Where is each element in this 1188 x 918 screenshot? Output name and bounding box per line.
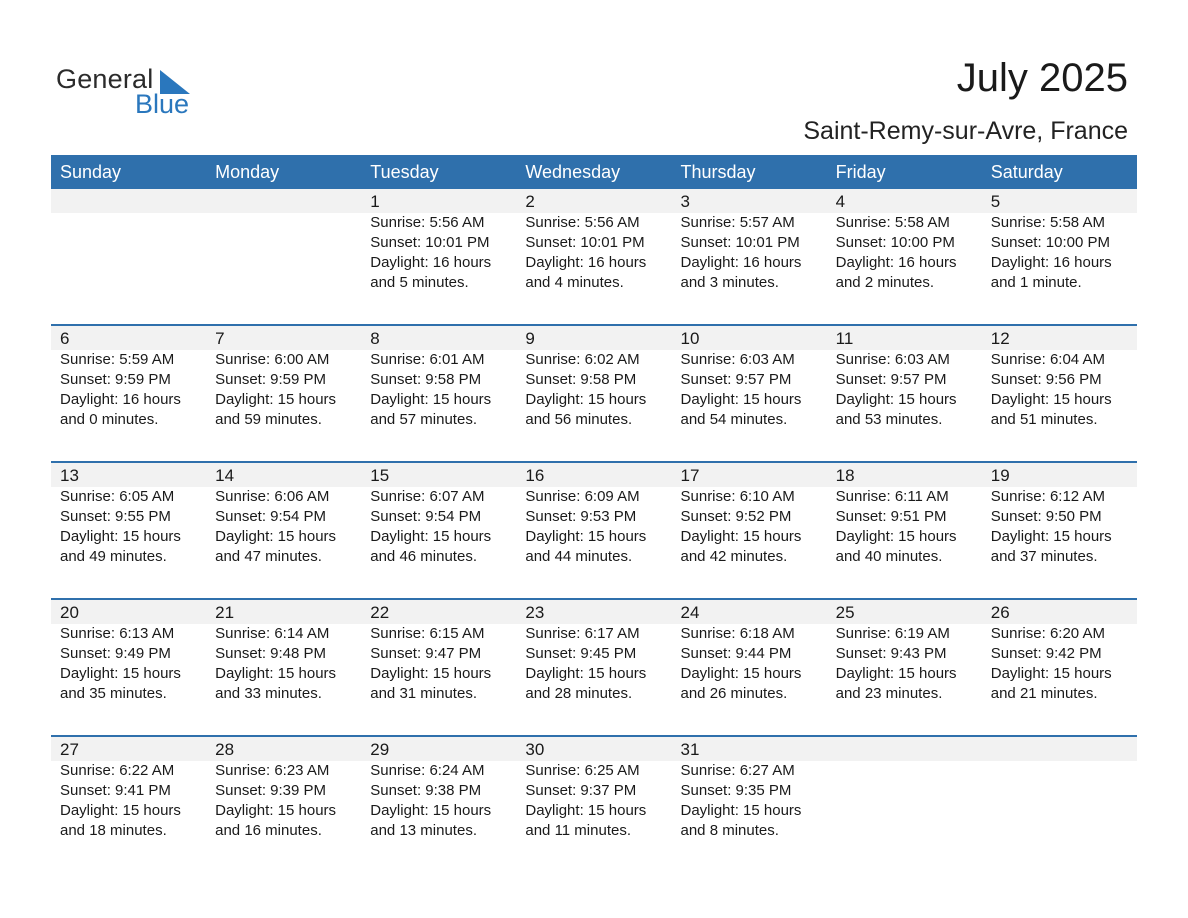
daylight-hours: Daylight: 15 hours bbox=[525, 528, 647, 545]
sunrise-time: Sunrise: 6:20 AM bbox=[990, 625, 1105, 642]
week-cells bbox=[51, 326, 1137, 430]
sunrise-time: Sunrise: 6:00 AM bbox=[215, 351, 330, 368]
daylight-hours: Daylight: 15 hours bbox=[680, 802, 802, 819]
sunrise-time: Sunrise: 5:57 AM bbox=[680, 214, 795, 231]
daylight-minutes: and 21 minutes. bbox=[990, 685, 1098, 702]
sunrise-time: Sunrise: 6:03 AM bbox=[680, 351, 795, 368]
daylight-hours: Daylight: 15 hours bbox=[370, 391, 492, 408]
empty-day-cell bbox=[51, 189, 206, 293]
sunrise-time: Sunrise: 6:03 AM bbox=[835, 351, 950, 368]
day-cell bbox=[206, 600, 361, 704]
sunrise-time: Sunrise: 6:22 AM bbox=[60, 762, 175, 779]
week-cells bbox=[51, 737, 1137, 841]
calendar-week bbox=[51, 461, 1137, 598]
day-number: 23 bbox=[525, 603, 545, 622]
daylight-minutes: and 0 minutes. bbox=[60, 411, 159, 428]
day-cell bbox=[982, 600, 1137, 704]
location-subtitle: Saint-Remy-sur-Avre, France bbox=[803, 117, 1128, 145]
sunset-time: Sunset: 10:00 PM bbox=[835, 234, 955, 251]
weekday-sunday: Sunday bbox=[60, 162, 122, 182]
sunset-time: Sunset: 9:44 PM bbox=[680, 645, 792, 662]
day-cell bbox=[516, 600, 671, 704]
weekday-tuesday: Tuesday bbox=[370, 162, 439, 182]
sunrise-time: Sunrise: 6:17 AM bbox=[525, 625, 640, 642]
sunset-time: Sunset: 9:53 PM bbox=[525, 508, 637, 525]
day-cell bbox=[516, 326, 671, 430]
day-number: 21 bbox=[215, 603, 235, 622]
sunrise-time: Sunrise: 6:06 AM bbox=[215, 488, 330, 505]
sunrise-time: Sunrise: 6:01 AM bbox=[370, 351, 485, 368]
daylight-hours: Daylight: 15 hours bbox=[60, 528, 181, 545]
daylight-minutes: and 1 minute. bbox=[990, 274, 1082, 291]
daylight-hours: Daylight: 15 hours bbox=[990, 528, 1112, 545]
sunset-time: Sunset: 9:43 PM bbox=[835, 645, 947, 662]
sunrise-time: Sunrise: 6:07 AM bbox=[370, 488, 485, 505]
calendar-weeks bbox=[51, 189, 1137, 872]
daylight-minutes: and 8 minutes. bbox=[680, 822, 779, 839]
weekday-thursday: Thursday bbox=[680, 162, 756, 182]
sunset-time: Sunset: 9:54 PM bbox=[215, 508, 327, 525]
sunrise-time: Sunrise: 6:15 AM bbox=[370, 625, 485, 642]
day-number: 14 bbox=[215, 466, 235, 485]
logo bbox=[56, 64, 196, 120]
sunset-time: Sunset: 9:45 PM bbox=[525, 645, 637, 662]
day-cell bbox=[206, 463, 361, 567]
day-number: 15 bbox=[370, 466, 390, 485]
day-number: 6 bbox=[60, 329, 70, 348]
daylight-hours: Daylight: 15 hours bbox=[215, 391, 337, 408]
daylight-hours: Daylight: 15 hours bbox=[370, 802, 492, 819]
sunset-time: Sunset: 10:01 PM bbox=[370, 234, 490, 251]
empty-day-cell bbox=[827, 737, 982, 841]
daylight-hours: Daylight: 15 hours bbox=[680, 665, 802, 682]
daylight-hours: Daylight: 15 hours bbox=[215, 665, 337, 682]
daylight-minutes: and 42 minutes. bbox=[680, 548, 788, 565]
sunrise-time: Sunrise: 6:09 AM bbox=[525, 488, 640, 505]
daylight-hours: Daylight: 15 hours bbox=[525, 391, 647, 408]
daylight-minutes: and 28 minutes. bbox=[525, 685, 633, 702]
daylight-hours: Daylight: 15 hours bbox=[370, 528, 492, 545]
daylight-hours: Daylight: 15 hours bbox=[680, 528, 802, 545]
day-cell bbox=[516, 737, 671, 841]
sunrise-time: Sunrise: 6:02 AM bbox=[525, 351, 640, 368]
empty-day-cell bbox=[982, 737, 1137, 841]
sunset-time: Sunset: 9:58 PM bbox=[525, 371, 637, 388]
sunset-time: Sunset: 10:00 PM bbox=[990, 234, 1110, 251]
day-cell bbox=[516, 189, 671, 293]
day-cell bbox=[361, 463, 516, 567]
day-number: 1 bbox=[370, 192, 380, 211]
sunset-time: Sunset: 9:49 PM bbox=[60, 645, 171, 662]
daylight-minutes: and 54 minutes. bbox=[680, 411, 788, 428]
sunset-time: Sunset: 10:01 PM bbox=[680, 234, 800, 251]
day-number: 13 bbox=[60, 466, 79, 485]
day-number: 27 bbox=[60, 740, 79, 759]
day-cell bbox=[361, 326, 516, 430]
day-cell bbox=[827, 326, 982, 430]
day-cell bbox=[982, 463, 1137, 567]
sunset-time: Sunset: 9:42 PM bbox=[990, 645, 1102, 662]
calendar-week bbox=[51, 598, 1137, 735]
day-cell bbox=[206, 737, 361, 841]
sunrise-time: Sunrise: 6:11 AM bbox=[835, 488, 949, 505]
sunset-time: Sunset: 10:01 PM bbox=[525, 234, 645, 251]
day-cell bbox=[982, 189, 1137, 293]
daylight-minutes: and 37 minutes. bbox=[990, 548, 1098, 565]
sunset-time: Sunset: 9:52 PM bbox=[680, 508, 792, 525]
sunrise-time: Sunrise: 6:27 AM bbox=[680, 762, 795, 779]
daylight-minutes: and 35 minutes. bbox=[60, 685, 167, 702]
sunset-time: Sunset: 9:35 PM bbox=[680, 782, 792, 799]
day-cell bbox=[51, 600, 206, 704]
sunset-time: Sunset: 9:50 PM bbox=[990, 508, 1102, 525]
daylight-minutes: and 56 minutes. bbox=[525, 411, 633, 428]
day-number: 11 bbox=[835, 329, 854, 348]
sunset-time: Sunset: 9:39 PM bbox=[215, 782, 327, 799]
day-cell bbox=[206, 326, 361, 430]
day-cell bbox=[982, 326, 1137, 430]
daylight-minutes: and 51 minutes. bbox=[990, 411, 1098, 428]
daylight-hours: Daylight: 16 hours bbox=[525, 254, 647, 271]
weekday-friday: Friday bbox=[835, 162, 886, 182]
sunrise-time: Sunrise: 6:24 AM bbox=[370, 762, 485, 779]
logo-general-text: General bbox=[56, 64, 154, 94]
day-cell bbox=[51, 463, 206, 567]
week-cells bbox=[51, 463, 1137, 567]
sunrise-time: Sunrise: 5:58 AM bbox=[990, 214, 1105, 231]
day-number: 20 bbox=[60, 603, 79, 622]
sunrise-time: Sunrise: 6:23 AM bbox=[215, 762, 330, 779]
day-cell bbox=[516, 463, 671, 567]
day-number: 7 bbox=[215, 329, 225, 348]
weekday-saturday: Saturday bbox=[990, 162, 1063, 182]
day-number: 19 bbox=[990, 466, 1010, 485]
daylight-hours: Daylight: 16 hours bbox=[370, 254, 492, 271]
daylight-minutes: and 57 minutes. bbox=[370, 411, 477, 428]
week-cells bbox=[51, 600, 1137, 704]
day-number: 24 bbox=[680, 603, 700, 622]
day-number: 30 bbox=[525, 740, 545, 759]
day-number: 18 bbox=[835, 466, 855, 485]
week-cells bbox=[51, 189, 1137, 293]
sunrise-time: Sunrise: 5:59 AM bbox=[60, 351, 175, 368]
sunrise-time: Sunrise: 6:04 AM bbox=[990, 351, 1105, 368]
sunrise-time: Sunrise: 6:19 AM bbox=[835, 625, 950, 642]
day-number: 2 bbox=[525, 192, 535, 211]
sunrise-time: Sunrise: 6:05 AM bbox=[60, 488, 175, 505]
day-number: 4 bbox=[835, 192, 846, 211]
empty-day-cell bbox=[206, 189, 361, 293]
sunset-time: Sunset: 9:57 PM bbox=[680, 371, 792, 388]
sunset-time: Sunset: 9:47 PM bbox=[370, 645, 482, 662]
calendar-week bbox=[51, 189, 1137, 324]
daylight-hours: Daylight: 15 hours bbox=[525, 665, 647, 682]
sunset-time: Sunset: 9:48 PM bbox=[215, 645, 327, 662]
sunset-time: Sunset: 9:51 PM bbox=[835, 508, 947, 525]
daylight-minutes: and 49 minutes. bbox=[60, 548, 167, 565]
weekday-monday: Monday bbox=[215, 162, 280, 182]
day-number: 22 bbox=[370, 603, 390, 622]
day-number: 29 bbox=[370, 740, 390, 759]
daylight-hours: Daylight: 15 hours bbox=[60, 665, 181, 682]
day-number: 9 bbox=[525, 329, 535, 348]
day-cell bbox=[672, 326, 827, 430]
sunrise-time: Sunrise: 5:56 AM bbox=[525, 214, 640, 231]
day-number: 3 bbox=[680, 192, 690, 211]
daylight-hours: Daylight: 15 hours bbox=[215, 802, 337, 819]
sunrise-time: Sunrise: 5:58 AM bbox=[835, 214, 950, 231]
daylight-hours: Daylight: 15 hours bbox=[60, 802, 181, 819]
daylight-hours: Daylight: 15 hours bbox=[835, 391, 957, 408]
daylight-hours: Daylight: 16 hours bbox=[990, 254, 1112, 271]
sunset-time: Sunset: 9:41 PM bbox=[60, 782, 171, 799]
day-cell bbox=[672, 463, 827, 567]
day-cell bbox=[827, 600, 982, 704]
daylight-minutes: and 4 minutes. bbox=[525, 274, 624, 291]
day-cell bbox=[51, 326, 206, 430]
day-cell bbox=[361, 189, 516, 293]
sunrise-time: Sunrise: 6:25 AM bbox=[525, 762, 640, 779]
daylight-hours: Daylight: 15 hours bbox=[990, 665, 1112, 682]
weekday-wednesday: Wednesday bbox=[525, 162, 621, 182]
calendar-week bbox=[51, 735, 1137, 872]
sunset-time: Sunset: 9:58 PM bbox=[370, 371, 482, 388]
day-number: 12 bbox=[990, 329, 1010, 348]
day-number: 17 bbox=[680, 466, 700, 485]
day-cell bbox=[672, 600, 827, 704]
day-number: 5 bbox=[990, 192, 1001, 211]
sunrise-time: Sunrise: 5:56 AM bbox=[370, 214, 485, 231]
sunrise-time: Sunrise: 6:14 AM bbox=[215, 625, 330, 642]
daylight-hours: Daylight: 16 hours bbox=[835, 254, 957, 271]
daylight-hours: Daylight: 15 hours bbox=[370, 665, 492, 682]
day-cell bbox=[827, 463, 982, 567]
daylight-hours: Daylight: 16 hours bbox=[60, 391, 181, 408]
sunrise-time: Sunrise: 6:10 AM bbox=[680, 488, 795, 505]
daylight-minutes: and 44 minutes. bbox=[525, 548, 633, 565]
daylight-hours: Daylight: 15 hours bbox=[525, 802, 647, 819]
page-title: July 2025 bbox=[956, 56, 1128, 100]
sunrise-time: Sunrise: 6:12 AM bbox=[990, 488, 1105, 505]
day-number: 28 bbox=[215, 740, 235, 759]
day-cell bbox=[672, 189, 827, 293]
day-cell bbox=[361, 737, 516, 841]
daylight-hours: Daylight: 15 hours bbox=[835, 528, 957, 545]
daylight-minutes: and 11 minutes. bbox=[525, 822, 631, 839]
daylight-minutes: and 53 minutes. bbox=[835, 411, 943, 428]
logo-blue-text: Blue bbox=[135, 89, 190, 119]
weekday-header bbox=[51, 155, 1137, 189]
daylight-minutes: and 5 minutes. bbox=[370, 274, 469, 291]
sunset-time: Sunset: 9:37 PM bbox=[525, 782, 637, 799]
sunset-time: Sunset: 9:56 PM bbox=[990, 371, 1102, 388]
daylight-minutes: and 31 minutes. bbox=[370, 685, 477, 702]
daylight-hours: Daylight: 15 hours bbox=[990, 391, 1112, 408]
daylight-minutes: and 26 minutes. bbox=[680, 685, 788, 702]
day-cell bbox=[361, 600, 516, 704]
day-cell bbox=[672, 737, 827, 841]
sunrise-time: Sunrise: 6:18 AM bbox=[680, 625, 795, 642]
day-cell bbox=[827, 189, 982, 293]
daylight-minutes: and 47 minutes. bbox=[215, 548, 322, 565]
daylight-minutes: and 2 minutes. bbox=[835, 274, 935, 291]
day-number: 10 bbox=[680, 329, 700, 348]
daylight-minutes: and 40 minutes. bbox=[835, 548, 943, 565]
calendar-week bbox=[51, 324, 1137, 461]
sunset-time: Sunset: 9:57 PM bbox=[835, 371, 947, 388]
daylight-minutes: and 3 minutes. bbox=[680, 274, 779, 291]
day-cell bbox=[51, 737, 206, 841]
daylight-hours: Daylight: 15 hours bbox=[680, 391, 802, 408]
daylight-minutes: and 33 minutes. bbox=[215, 685, 322, 702]
sunrise-time: Sunrise: 6:13 AM bbox=[60, 625, 175, 642]
day-number: 16 bbox=[525, 466, 545, 485]
sunset-time: Sunset: 9:38 PM bbox=[370, 782, 482, 799]
daylight-hours: Daylight: 16 hours bbox=[680, 254, 802, 271]
daylight-minutes: and 18 minutes. bbox=[60, 822, 167, 839]
sunset-time: Sunset: 9:59 PM bbox=[215, 371, 327, 388]
day-number: 25 bbox=[835, 603, 855, 622]
daylight-minutes: and 46 minutes. bbox=[370, 548, 477, 565]
daylight-hours: Daylight: 15 hours bbox=[215, 528, 337, 545]
day-number: 8 bbox=[370, 329, 380, 348]
sunset-time: Sunset: 9:55 PM bbox=[60, 508, 171, 525]
daylight-minutes: and 16 minutes. bbox=[215, 822, 322, 839]
day-number: 31 bbox=[680, 740, 700, 759]
daylight-hours: Daylight: 15 hours bbox=[835, 665, 957, 682]
sunset-time: Sunset: 9:59 PM bbox=[60, 371, 171, 388]
day-number: 26 bbox=[990, 603, 1010, 622]
daylight-minutes: and 13 minutes. bbox=[370, 822, 477, 839]
daylight-minutes: and 23 minutes. bbox=[835, 685, 943, 702]
sunset-time: Sunset: 9:54 PM bbox=[370, 508, 482, 525]
calendar-grid bbox=[51, 155, 1137, 872]
daylight-minutes: and 59 minutes. bbox=[215, 411, 322, 428]
